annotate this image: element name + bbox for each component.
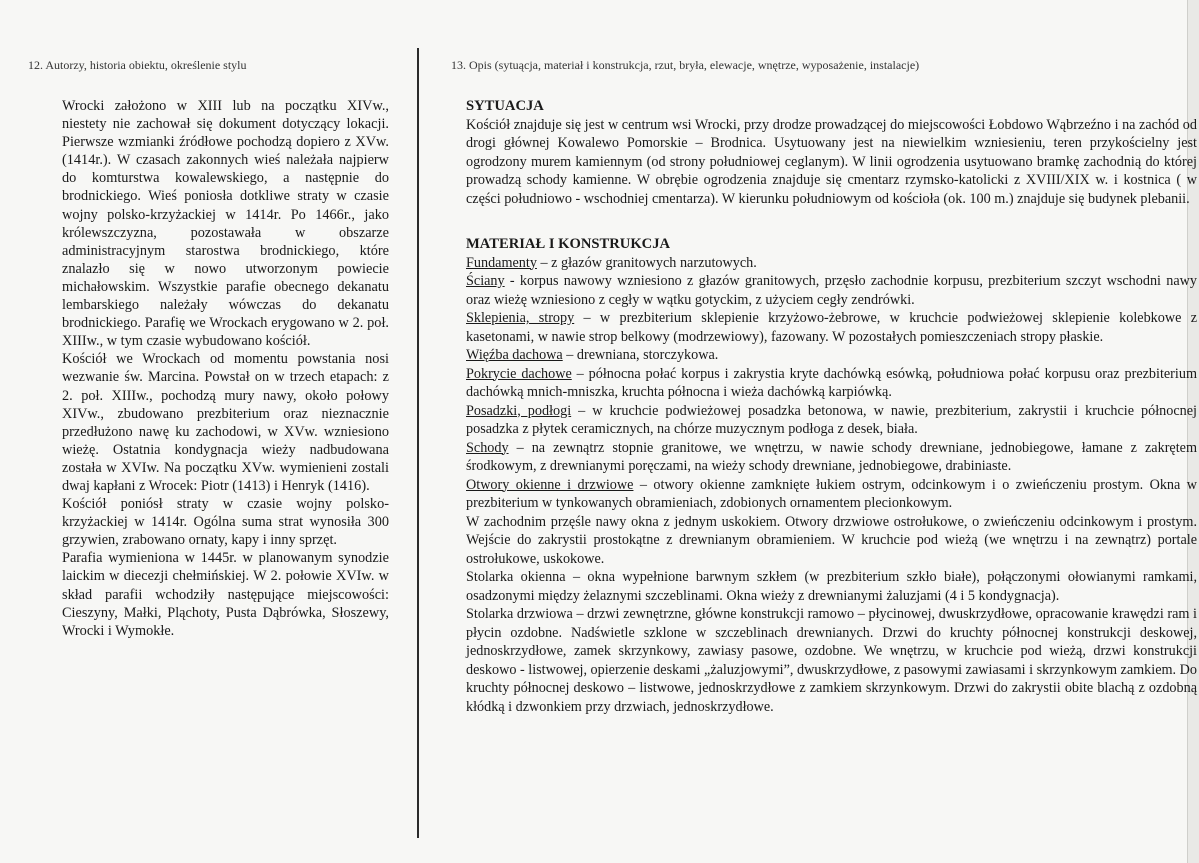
material-item	[466, 439, 1197, 476]
material-item-text: – na zewnątrz stopnie granitowe, we wnętrzu, w nawie schody drewniane, jednobiegowe, łamane z zakrętem środkowym, z drewnianymi poręczami, na wieży schody drewniane, jednobiegowe, drabiniaste.	[466, 439, 1197, 474]
material-item-text: - korpus nawowy wzniesiono z głazów granitowych, przęsło zachodnie korpusu, prezbiterium szczyt wschodni nawy oraz wieżę wzniesiono z cegły w wątku gotyckim, z użyciem cegły zendrówki.	[466, 273, 1197, 308]
right-column-header: 13. Opis (sytuącja, materiał i konstrukcja, rzut, bryła, elewacje, wnętrze, wyposażenie, instalacje)	[451, 58, 920, 72]
material-item-label: Fundamenty	[466, 254, 537, 271]
history-paragraph: Kościół poniósł straty w czasie wojny polsko-krzyżackiej w 1414r. Ogólna suma strat wynosiła 300 grzywien, zrabowano ornaty, kapy i inny sprzęt.	[62, 496, 389, 549]
material-item-label: Schody	[466, 439, 509, 456]
material-paragraph: W zachodnim przęśle nawy okna z jednym uskokiem. Otwory drzwiowe ostrołukowe, o zwieńczeniu odcinkowym i prostym. Wejście do zakrystii prostokątne z drewnianym obramieniem. W kruchcie pod wieżą (we wnętrzu i na zewnątrz) portale ostrołukowe, uskokowe.	[466, 513, 1197, 567]
column-divider	[417, 48, 419, 838]
material-item-text: – w prezbiterium sklepienie krzyżowo-żebrowe, w kruchcie podwieżowej sklepienie kolebkowe z kasetonami, w nawie strop belkowy (modrzewiowy), fazowany. W pozostałych pomieszczeniach stropy płaskie.	[466, 310, 1197, 345]
material-item-text: – z głazów granitowych narzutowych.	[536, 254, 757, 271]
material-item-label: Więźba dachowa	[466, 347, 563, 363]
left-column-header: 12. Autorzy, historia obiektu, określenie stylu	[28, 58, 247, 72]
material-item-label: Sklepienia, stropy	[466, 310, 575, 326]
material-item-text: – drewniana, storczykowa.	[562, 347, 719, 363]
section-heading-material: MATERIAŁ I KONSTRUKCJA	[466, 236, 671, 252]
material-item	[466, 476, 1197, 513]
material-item	[466, 346, 1197, 365]
material-item	[466, 254, 1197, 273]
history-paragraph: Parafia wymieniona w 1445r. w planowanym synodzie laickim w diecezji chełmińskiej. W 2. połowie XVIw. w skład parafii wchodziły następujące miejscowości: Cieszyny, Małki, Pląchoty, Pusta Dąbrówka, Słoszewy, Wrocki i Wymokłe.	[62, 550, 389, 639]
section-heading-sytuacja: SYTUACJA	[466, 98, 544, 114]
material-item	[466, 402, 1197, 439]
description-column	[466, 97, 1197, 716]
material-item-label: Pokrycie dachowe	[466, 365, 572, 382]
material-paragraph: Stolarka okienna – okna wypełnione barwnym szkłem (w prezbiterium szkło białe), połączonymi ołowianymi ramkami, osadzonymi między żelaznymi szczeblinami. Okna wieży z drewnianymi żaluzjami (4 i 5 kondygnacja).	[466, 569, 1197, 604]
history-paragraph: Wrocki założono w XIII lub na początku XIVw., niestety nie zachował się dokument dotyczący lokacji. Pierwsze wzmianki źródłowe pochodzą dopiero z XVw. (1414r.). W czasach zakonnych wieś należała najpierw do komturstwa kowalewskiego, a następnie do brodnickiego. Wieś poniosła dotkliwe straty w czasie wojny polsko-krzyżackiej w 1414r. Po 1466r., jako królewszczyzna, pozostawała w obszarze administracyjnym starostwa brodnickiego, które znalazło się w nowo utworzonym powiecie michałowskim. Wszystkie parafie obecnego dekanatu lembarskiego należały wówczas do dekanatu brodnickiego. Parafię we Wrockach erygowano w 2. poł. XIIIw., w tym czasie wybudowano kościół.	[62, 98, 389, 350]
history-column	[62, 97, 389, 640]
history-paragraph: Kościół we Wrockach od momentu powstania nosi wezwanie św. Marcina. Powstał on w trzech etapach: z 2. poł. XIIIw., pochodzą mury nawy, około połowy XIVw., zbudowano prezbiterium oraz nieznacznie przedłużono nawę ku zachodowi, w XVw. wzniesiono wieżę. Ostatnia kondygnacja wieży nadbudowana została w XVIw. Na początku XVw. wymienieni zostali dwaj kapłani z Wrocek: Piotr (1413) i Henryk (1416).	[62, 351, 389, 494]
material-item	[466, 365, 1197, 402]
material-item	[466, 272, 1197, 309]
material-item-label: Posadzki, podłogi	[466, 402, 572, 419]
material-item-label: Ściany	[466, 273, 505, 289]
material-paragraph: Stolarka drzwiowa – drzwi zewnętrzne, główne konstrukcji ramowo – płycinowej, dwuskrzydłowe, opracowanie krawędzi ram i płycin ozdobne. Nadświetle szklone w szczeblinach drewnianych. Drzwi do kruchty północnej konstrukcji deskowej, jednoskrzydłowe, zamek skrzynkowy, zawiasy pasowe, ozdobne. We wnętrzu, w kruchcie pod wieżą, drzwi konstrukcji deskowo - listwowej, opierzenie deskami „żaluzjowymi”, dwuskrzydłowe, z pasowymi zawiasami i skrzynkowym zamkiem. Do kruchty północnej deskowo – listwowe, jednoskrzydłowe z zamkiem skrzynkowym. Drzwi do zakrystii obite blachą z ozdobną kłódką i dzwonkiem przy drzwiach, jednoskrzydłowe.	[466, 606, 1197, 715]
material-item	[466, 309, 1197, 346]
material-item-label: Otwory okienne i drzwiowe	[466, 476, 634, 493]
material-item-text: – w kruchcie podwieżowej posadzka betonowa, w nawie, prezbiterium, zakrystii i kruchcie północnej posadzka z płytek ceramicznych, na chórze muzycznym podłoga z desek, biała.	[466, 402, 1197, 437]
material-item-text: – otwory okienne zamknięte łukiem ostrym, odcinkowym i o zwieńczeniu prostym. Okna w prezbiterium w tynkowanych obramieniach, zdobionych ornamentem plecionkowym.	[466, 476, 1197, 511]
section-gap	[466, 208, 1197, 235]
sytuacja-text: Kościół znajduje się jest w centrum wsi Wrocki, przy drodze prowadzącej do miejscowości Łobdowo Wąbrzeźno i na zachód od drogi głównej Kowalewo Pomorskie – Brodnica. Usytuowany jest na niewielkim wzniesieniu, teren przykościelny jest ogrodzony murem kamiennym (od strony południowej ceglanym). W linii ogrodzenia usytuowano bramkę zachodnią do której prowadzą schody kamienne. W obrębie ogrodzenia znajduje się cmentarz rzymsko-katolicki z XVIII/XIX w. i kostnica ( w części południowo - wschodniej cmentarza). W kierunku południowym od kościoła (ok. 100 m.) znajduje się budynek plebanii.	[466, 116, 1197, 207]
material-item-text: – północna połać korpus i zakrystia kryte dachówką esówką, południowa połać korpusu oraz prezbiterium dachówką mnich-mniszka, kruchta północna i wieża dachówką karpiówką.	[466, 365, 1197, 400]
